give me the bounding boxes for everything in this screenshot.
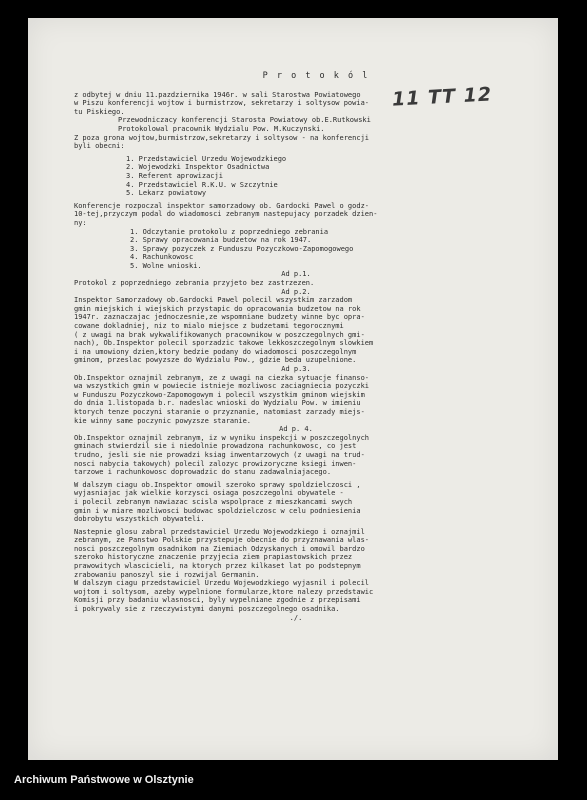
attendees-list (74, 155, 518, 198)
text-line: w Piszu konferencji wojtow i burmistrzow, sekretarzy i soltysow powia- (74, 99, 370, 108)
text-line: wa wszystkich gmin w powiecie istnieje mozliwosc zaciagniecia pozyczki (74, 382, 370, 391)
list-item: 3. Sprawy pozyczek z Funduszu Pozyczkowo-Zapomogowego (130, 244, 354, 253)
text-line: 10-tej,przyczym podal do wiadomosci zebranym nastepujacy porzadek dzien- (74, 210, 378, 219)
text-line: cowane dokladniej, niz to mialo miejsce z budzetami tegorocznymi (74, 322, 344, 331)
text-line: nosci nabycia takowych) polecil zalozyc prowizoryczne ksiegi inwen- (74, 459, 357, 468)
text-line: Z poza grona wojtow,burmistrzow,sekretarzy i soltysow - na konferencji (74, 133, 370, 142)
text-line: Komisji przy badaniu wlasnosci, byly wypelniane zgodnie z przepisami (74, 596, 361, 605)
text-line: byli obecni: (74, 142, 125, 151)
text-line: prawowitych wlascicieli, na ktorych przez kilkaset lat po podstepnym (74, 562, 361, 571)
text-line: szeroko historyczne znaczenie przyjecia ziem prapiastowskich przez (74, 553, 353, 562)
text-line: Protokol z poprzedniego zebrania przyjeto bez zastrzezen. (74, 279, 315, 288)
section-heading: Ad p.2. (281, 287, 311, 296)
text-line: gmin miejskich i wiejskich przystapic do opracowania budzetow na rok (74, 304, 361, 313)
attendees-intro (74, 134, 518, 151)
text-line: do dnia 1.listopada b.r. nadeslac wnioski do Wydzialu Pow. w imieniu (74, 399, 361, 408)
text-line: Ob.Inspektor oznajmil zebranym, ze z uwagi na ciezka sytuacje finanso- (74, 373, 370, 382)
list-item: 4. Przedstawiciel R.K.U. w Szczytnie (126, 180, 278, 189)
chair-paragraph (74, 116, 518, 133)
list-item: 3. Referent aprowizacji (126, 171, 223, 180)
text-line: Nastepnie glosu zabral przedstawiciel Urzedu Wojewodzkiego i oznajmil (74, 527, 365, 536)
text-line: kie winny same poczynic powyzsze staranie. (74, 416, 252, 425)
list-item: 4. Rachunkowosc (130, 253, 194, 262)
text-line: gminach stwierdzil sie i niedolnie prowadzona rachunkowosc, co jest (74, 442, 357, 451)
text-line: 1947r. zaznaczajac jednoczesnie,ze wspomniane budzety winne byc opra- (74, 313, 365, 322)
ad2-paragraph (74, 296, 518, 365)
section-heading: Ad p.3. (281, 365, 311, 373)
text-line: ktorych tenze poczyni staranie o przyznanie, natomiast zarzady miejs- (74, 407, 365, 416)
text-line: Inspektor Samorzadowy ob.Gardocki Pawel polecil wszystkim zarzadom (74, 296, 353, 305)
text-line: wyjasniajac jak wielkie korzysci osiaga poszczegolni obywatele - (74, 489, 344, 498)
agenda-intro (74, 202, 518, 228)
section-heading: Ad p.1. (281, 270, 311, 279)
text-line: i polecil zebranym nawiazac scisla wspolprace z mieszkancami swych (74, 497, 353, 506)
text-line: zrabowaniu panoszyl sie i rozwijal Germanin. (74, 570, 260, 579)
text-line: nach), Ob.Inspektor polecil sporzadzic takowe lekkoszczegolnym slowkiem (74, 339, 374, 348)
text-line: gmin i w miare mozliwosci budowac spoldzielczosc w celu podniesienia (74, 506, 361, 515)
text-line: tarzowe i rachunkowosc doprowadzic do stanu zadawalniajacego. (74, 468, 332, 477)
ad4-paragraph (74, 434, 518, 477)
text-line: W dalszym ciagu ob.Inspektor omowil szeroko sprawy spoldzielczosci , (74, 480, 361, 489)
archive-footer: Archiwum Państwowe w Olsztynie (14, 774, 194, 786)
protocol-document (74, 72, 518, 622)
text-line: Konferencje rozpoczal inspektor samorzadowy ob. Gardocki Pawel o godz- (74, 201, 370, 210)
agenda-list (74, 228, 518, 271)
text-line: nosci poszczegolnym osadnikom na Ziemiach Odzyskanych i omowil bardzo (74, 544, 365, 553)
text-line: wojtom i soltysom, azeby wypelnione formularze,ktore nalezy przedstawic (74, 587, 374, 596)
list-item: 5. Wolne wnioski. (130, 261, 202, 270)
list-item: 1. Odczytanie protokolu z poprzedniego zebrania (130, 227, 329, 236)
text-line: i pokrywaly sie z rzeczywistymi danymi poszczegolnego osadnika. (74, 605, 340, 614)
page-title: P r o t o k ó l (262, 71, 370, 81)
text-line: ( z uwagi na brak wykwalifikowanych pracownikow w poszczegolnych gmi- (74, 330, 365, 339)
list-item: 2. Wojewodzki Inspektor Osadnictwa (126, 163, 270, 172)
text-line: w Funduszu Pozyczkowo-Zapomogowym i polecil wszystkim gminom wiejskim (74, 390, 365, 399)
text-line: W dalszym ciagu przedstawiciel Urzedu Wojewodzkiego wyjasnil i polecil (74, 579, 370, 588)
text-line: i na umowiony dzien,ktory bedzie podany do wiadomosci poszczegolnym (74, 347, 357, 356)
text-line: trudno, jesli sie nie prowadzi ksiag inwentarzowych (z uwagi na trud- (74, 450, 365, 459)
text-line: Protokolowal pracownik Wydzialu Pow. M.Kuczynski. (118, 124, 325, 133)
text-line: tu Piskiego. (74, 107, 125, 116)
section-heading: Ad p. 4. (279, 425, 313, 434)
text-line: Przewodniczacy konferencji Starosta Powiatowy ob.E.Rutkowski (118, 116, 371, 125)
text-line: Ob.Inspektor oznajmil zebranym, iz w wyniku inspekcji w poszczegolnych (74, 433, 370, 442)
text-line: dobrobytu wszystkich obywateli. (74, 515, 205, 524)
property-paragraph (74, 528, 518, 614)
text-line: zebranym, ze Panstwo Polskie przystepuje obecnie do przyznawania wlas- (74, 536, 370, 545)
intro-paragraph (74, 91, 518, 117)
cooperatives-paragraph (74, 481, 518, 524)
text-line: z odbytej w dniu 11.pazdziernika 1946r. w sali Starostwa Powiatowego (74, 90, 361, 99)
ad3-paragraph (74, 374, 518, 426)
list-item: 1. Przedstawiciel Urzedu Wojewodzkiego (126, 154, 287, 163)
closing-mark: ./. (289, 613, 303, 622)
text-line: gminom, przeslac powyzsze do Wydzialu Pow., gdzie beda uzupelnione. (74, 356, 357, 365)
text-line: ny: (74, 218, 87, 227)
list-item: 2. Sprawy opracowania budzetow na rok 1947. (130, 236, 312, 245)
list-item: 5. Lekarz powiatowy (126, 189, 207, 198)
handwritten-archive-number: 11 ТТ 12 (391, 83, 493, 111)
